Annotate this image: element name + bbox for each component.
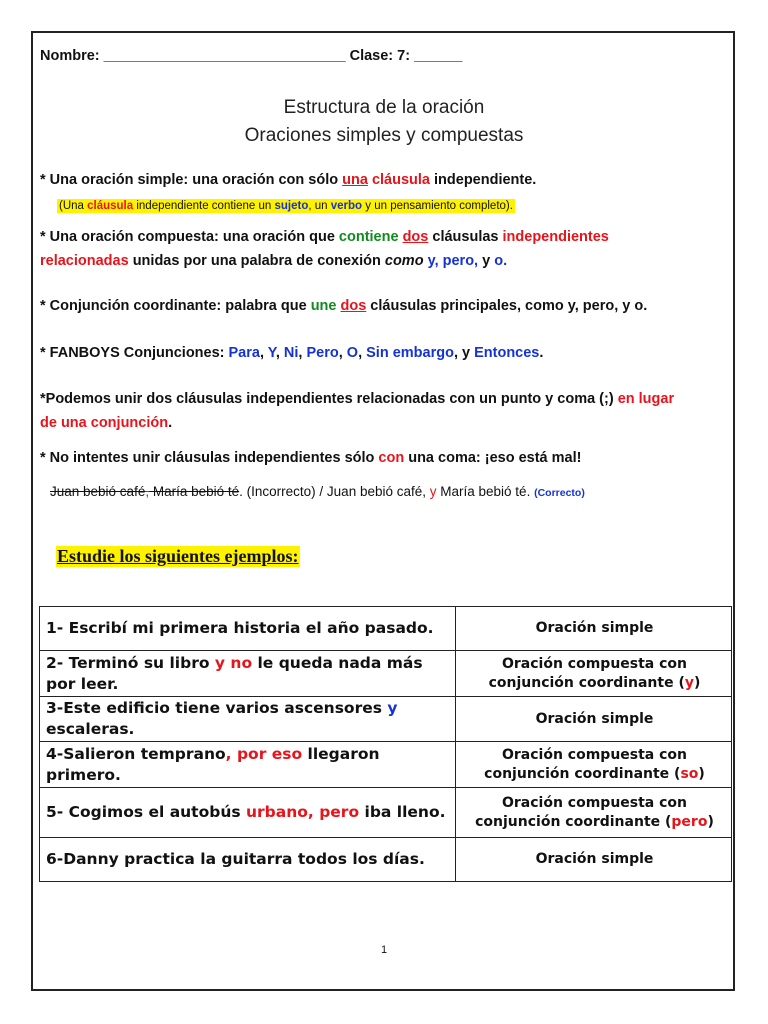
sentence-cell: 5- Cogimos el autobús urbano, pero iba lleno. — [40, 788, 456, 838]
semicolon-rule-line2: de una conjunción. — [40, 415, 173, 431]
table-row — [40, 651, 732, 697]
keyword-relacionadas: relacionadas — [40, 253, 129, 269]
keyword-verbo: verbo — [330, 200, 363, 212]
classification-cell: Oración compuesta con conjunción coordinante (so) — [456, 742, 732, 788]
keyword-clausula: cláusula — [87, 200, 134, 212]
keyword-dos: dos — [340, 298, 367, 314]
sentence-cell: 2- Terminó su libro y no le queda nada más por leer. — [40, 651, 456, 697]
sentence-cell: 6-Danny practica la guitarra todos los días. — [40, 838, 456, 882]
table-row — [40, 742, 732, 788]
keyword-en-lugar: en lugar — [617, 391, 675, 407]
keyword-una: una — [342, 172, 368, 188]
compound-sentence-definition-line2: relacionadas unidas por una palabra de conexión como y, pero, y o. — [40, 253, 508, 269]
sentence-cell: 1- Escribí mi primera historia el año pasado. — [40, 607, 456, 651]
keyword-sujeto: sujeto — [274, 200, 309, 212]
table-row — [40, 838, 732, 882]
keyword-contiene: contiene — [338, 229, 399, 245]
sentence-cell: 4-Salieron temprano, por eso llegaron primero. — [40, 742, 456, 788]
semicolon-rule-line1: *Podemos unir dos cláusulas independientes relacionadas con un punto y coma (;) en lugar — [40, 391, 675, 407]
comma-warning: * No intentes unir cláusulas independientes sólo con una coma: ¡eso está mal! — [40, 450, 582, 466]
classification-cell: Oración simple — [456, 697, 732, 742]
keyword-o: o. — [494, 253, 508, 269]
page-number: 1 — [380, 944, 388, 956]
keyword-independientes: independientes — [502, 229, 609, 245]
examples-table — [39, 606, 732, 882]
study-examples-heading: Estudie los siguientes ejemplos: — [57, 546, 299, 566]
keyword-dos: dos — [402, 229, 429, 245]
keyword-y: y — [429, 484, 437, 499]
simple-sentence-definition: * Una oración simple: una oración con sólo una cláusula independiente. — [40, 172, 537, 188]
keyword-con: con — [378, 450, 405, 466]
page-subtitle: Oraciones simples y compuestas — [244, 125, 524, 146]
compound-sentence-definition-line1: * Una oración compuesta: una oración que contiene dos cláusulas independientes — [40, 229, 609, 245]
classification-cell: Oración compuesta con conjunción coordinante (pero) — [456, 788, 732, 838]
table-row — [40, 697, 732, 742]
sentence-cell: 3-Este edificio tiene varios ascensores y escaleras. — [40, 697, 456, 742]
correct-label: (Correcto) — [534, 487, 585, 499]
classification-cell: Oración simple — [456, 838, 732, 882]
keyword-y-pero: y, pero, — [423, 253, 479, 269]
clause-note: (Una cláusula independiente contiene un sujeto, un verbo y un pensamiento completo). — [59, 200, 513, 212]
table-row — [40, 788, 732, 838]
class-label: Clase: 7: ______ — [349, 48, 463, 64]
name-label: Nombre: ______________________________ — [40, 48, 350, 64]
fanboys-list: * FANBOYS Conjunciones: Para, Y, Ni, Pero, O, Sin embargo, y Entonces. — [40, 345, 544, 361]
comma-example: Juan bebió café, María bebió té. (Incorrecto) / Juan bebió café, y María bebió té. (Correcto) — [50, 484, 585, 499]
header-line — [40, 48, 462, 64]
classification-cell: Oración simple — [456, 607, 732, 651]
coordinating-conjunction-definition: * Conjunción coordinante: palabra que une dos cláusulas principales, como y, pero, y o. — [40, 298, 648, 314]
keyword-une: une — [310, 298, 337, 314]
classification-cell: Oración compuesta con conjunción coordinante (y) — [456, 651, 732, 697]
page-title: Estructura de la oración — [283, 97, 485, 118]
keyword-de-una-conjuncion: de una conjunción — [40, 415, 169, 431]
keyword-clausula: cláusula — [367, 172, 430, 188]
table-row — [40, 607, 732, 651]
